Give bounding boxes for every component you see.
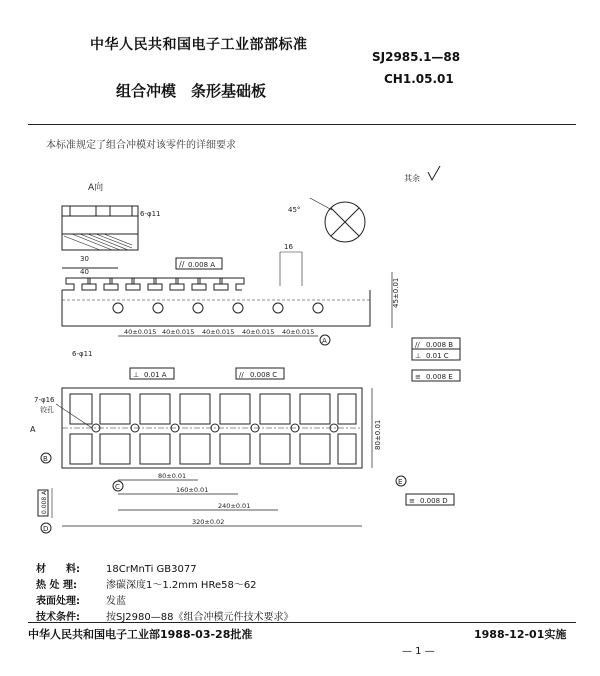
- parallel-symbol-icon: //: [239, 371, 244, 379]
- bolt-spec-label: 6-φ11: [140, 210, 161, 218]
- width-80-dim: 80±0.01: [374, 419, 382, 450]
- spec-label: 技术条件:: [36, 612, 80, 623]
- spec-label: 表面处理:: [36, 596, 80, 607]
- page-number: — 1 —: [402, 646, 435, 657]
- pitch-dim: 40±0.015: [202, 328, 235, 336]
- datum-d-text: D: [43, 525, 49, 533]
- angle-45-label: 45°: [288, 206, 301, 214]
- spec-value: 发蓝: [106, 596, 126, 607]
- spec-material: [36, 560, 197, 575]
- height-45-dim: 45±0.01: [392, 277, 400, 308]
- tolerance-perp-c-text: 0.01 C: [426, 352, 449, 360]
- pitch-dim: 40±0.015: [282, 328, 315, 336]
- dim-30-label: 30: [80, 255, 89, 263]
- spec-value: 18CrMnTi GB3077: [106, 564, 197, 575]
- approval-text: 中华人民共和国电子工业部1988-03-28批准: [28, 628, 253, 641]
- plan-view: [62, 388, 362, 468]
- header-rule: [28, 124, 576, 125]
- tolerance-parallel-c-text: 0.008 C: [250, 371, 278, 379]
- datum-c-text: C: [115, 483, 120, 491]
- perpendicular-symbol-icon: ⊥: [415, 352, 422, 360]
- tolerance-sym-e-text: 0.008 E: [426, 373, 453, 381]
- tolerance-parallel-a-text: 0.008 A: [188, 261, 216, 269]
- intro-text: 本标准规定了组合冲模对该零件的详细要求: [46, 140, 236, 151]
- spec-surface: [36, 592, 126, 607]
- roughness-symbol-icon: [428, 166, 440, 180]
- dim-80: 80±0.01: [158, 472, 187, 480]
- dim-240: 240±0.01: [218, 502, 251, 510]
- section-label: A向: [88, 183, 104, 193]
- standard-code: CH1.05.01: [384, 72, 454, 86]
- dim-40-label: 40: [80, 268, 89, 276]
- doc-title: 组合冲模 条形基础板: [116, 82, 267, 100]
- spec-technical: [36, 608, 293, 623]
- tolerance-parallel-b-text: 0.008 B: [426, 341, 454, 349]
- parallel-symbol-icon: //: [179, 260, 185, 269]
- bolt-hole-row: [113, 303, 323, 313]
- front-view: [62, 278, 370, 326]
- dim-160: 160±0.01: [176, 486, 209, 494]
- hole-count-label: 6-φ11: [72, 350, 93, 358]
- perpendicular-symbol-icon: ⊥: [133, 371, 140, 379]
- datum-e-text: E: [398, 478, 403, 486]
- section-a-marker: A: [30, 425, 36, 434]
- effective-date: 1988-12-01实施: [474, 628, 567, 641]
- tolerance-side-a-text: 0.008 A: [41, 490, 48, 514]
- parallel-symbol-icon: //: [415, 341, 420, 349]
- datum-a-text: A: [322, 337, 327, 345]
- footer-rule: [28, 622, 576, 623]
- tolerance-sym-d-text: 0.008 D: [420, 497, 448, 505]
- symmetry-symbol-icon: ≡: [409, 497, 415, 505]
- pitch-dim: 40±0.015: [124, 328, 157, 336]
- org-title: 中华人民共和国电子工业部部标准: [90, 37, 308, 53]
- spec-heat-treatment: [36, 576, 257, 591]
- dim-320: 320±0.02: [192, 518, 225, 526]
- dowel-hole-label: 7-φ16: [34, 396, 55, 404]
- slot-16-label: 16: [284, 243, 293, 251]
- tolerance-perp-top-text: 0.01 A: [144, 371, 167, 379]
- section-view: [62, 206, 138, 250]
- roughness-other-label: 其余: [404, 174, 420, 183]
- datum-b-text: B: [43, 455, 48, 463]
- technical-drawing: [0, 150, 600, 540]
- standard-number: SJ2985.1—88: [372, 50, 461, 64]
- dowel-hole-note: 铰孔: [40, 406, 54, 414]
- pitch-dim: 40±0.015: [162, 328, 195, 336]
- spec-value: 按SJ2980—88《组合冲模元件技术要求》: [106, 612, 294, 623]
- spec-label: 材 料:: [36, 564, 80, 575]
- spec-label: 热 处 理:: [36, 580, 77, 591]
- spec-value: 渗碳深度1～1.2mm HRe58～62: [106, 580, 257, 591]
- pitch-dim: 40±0.015: [242, 328, 275, 336]
- symmetry-symbol-icon: ≡: [415, 373, 421, 381]
